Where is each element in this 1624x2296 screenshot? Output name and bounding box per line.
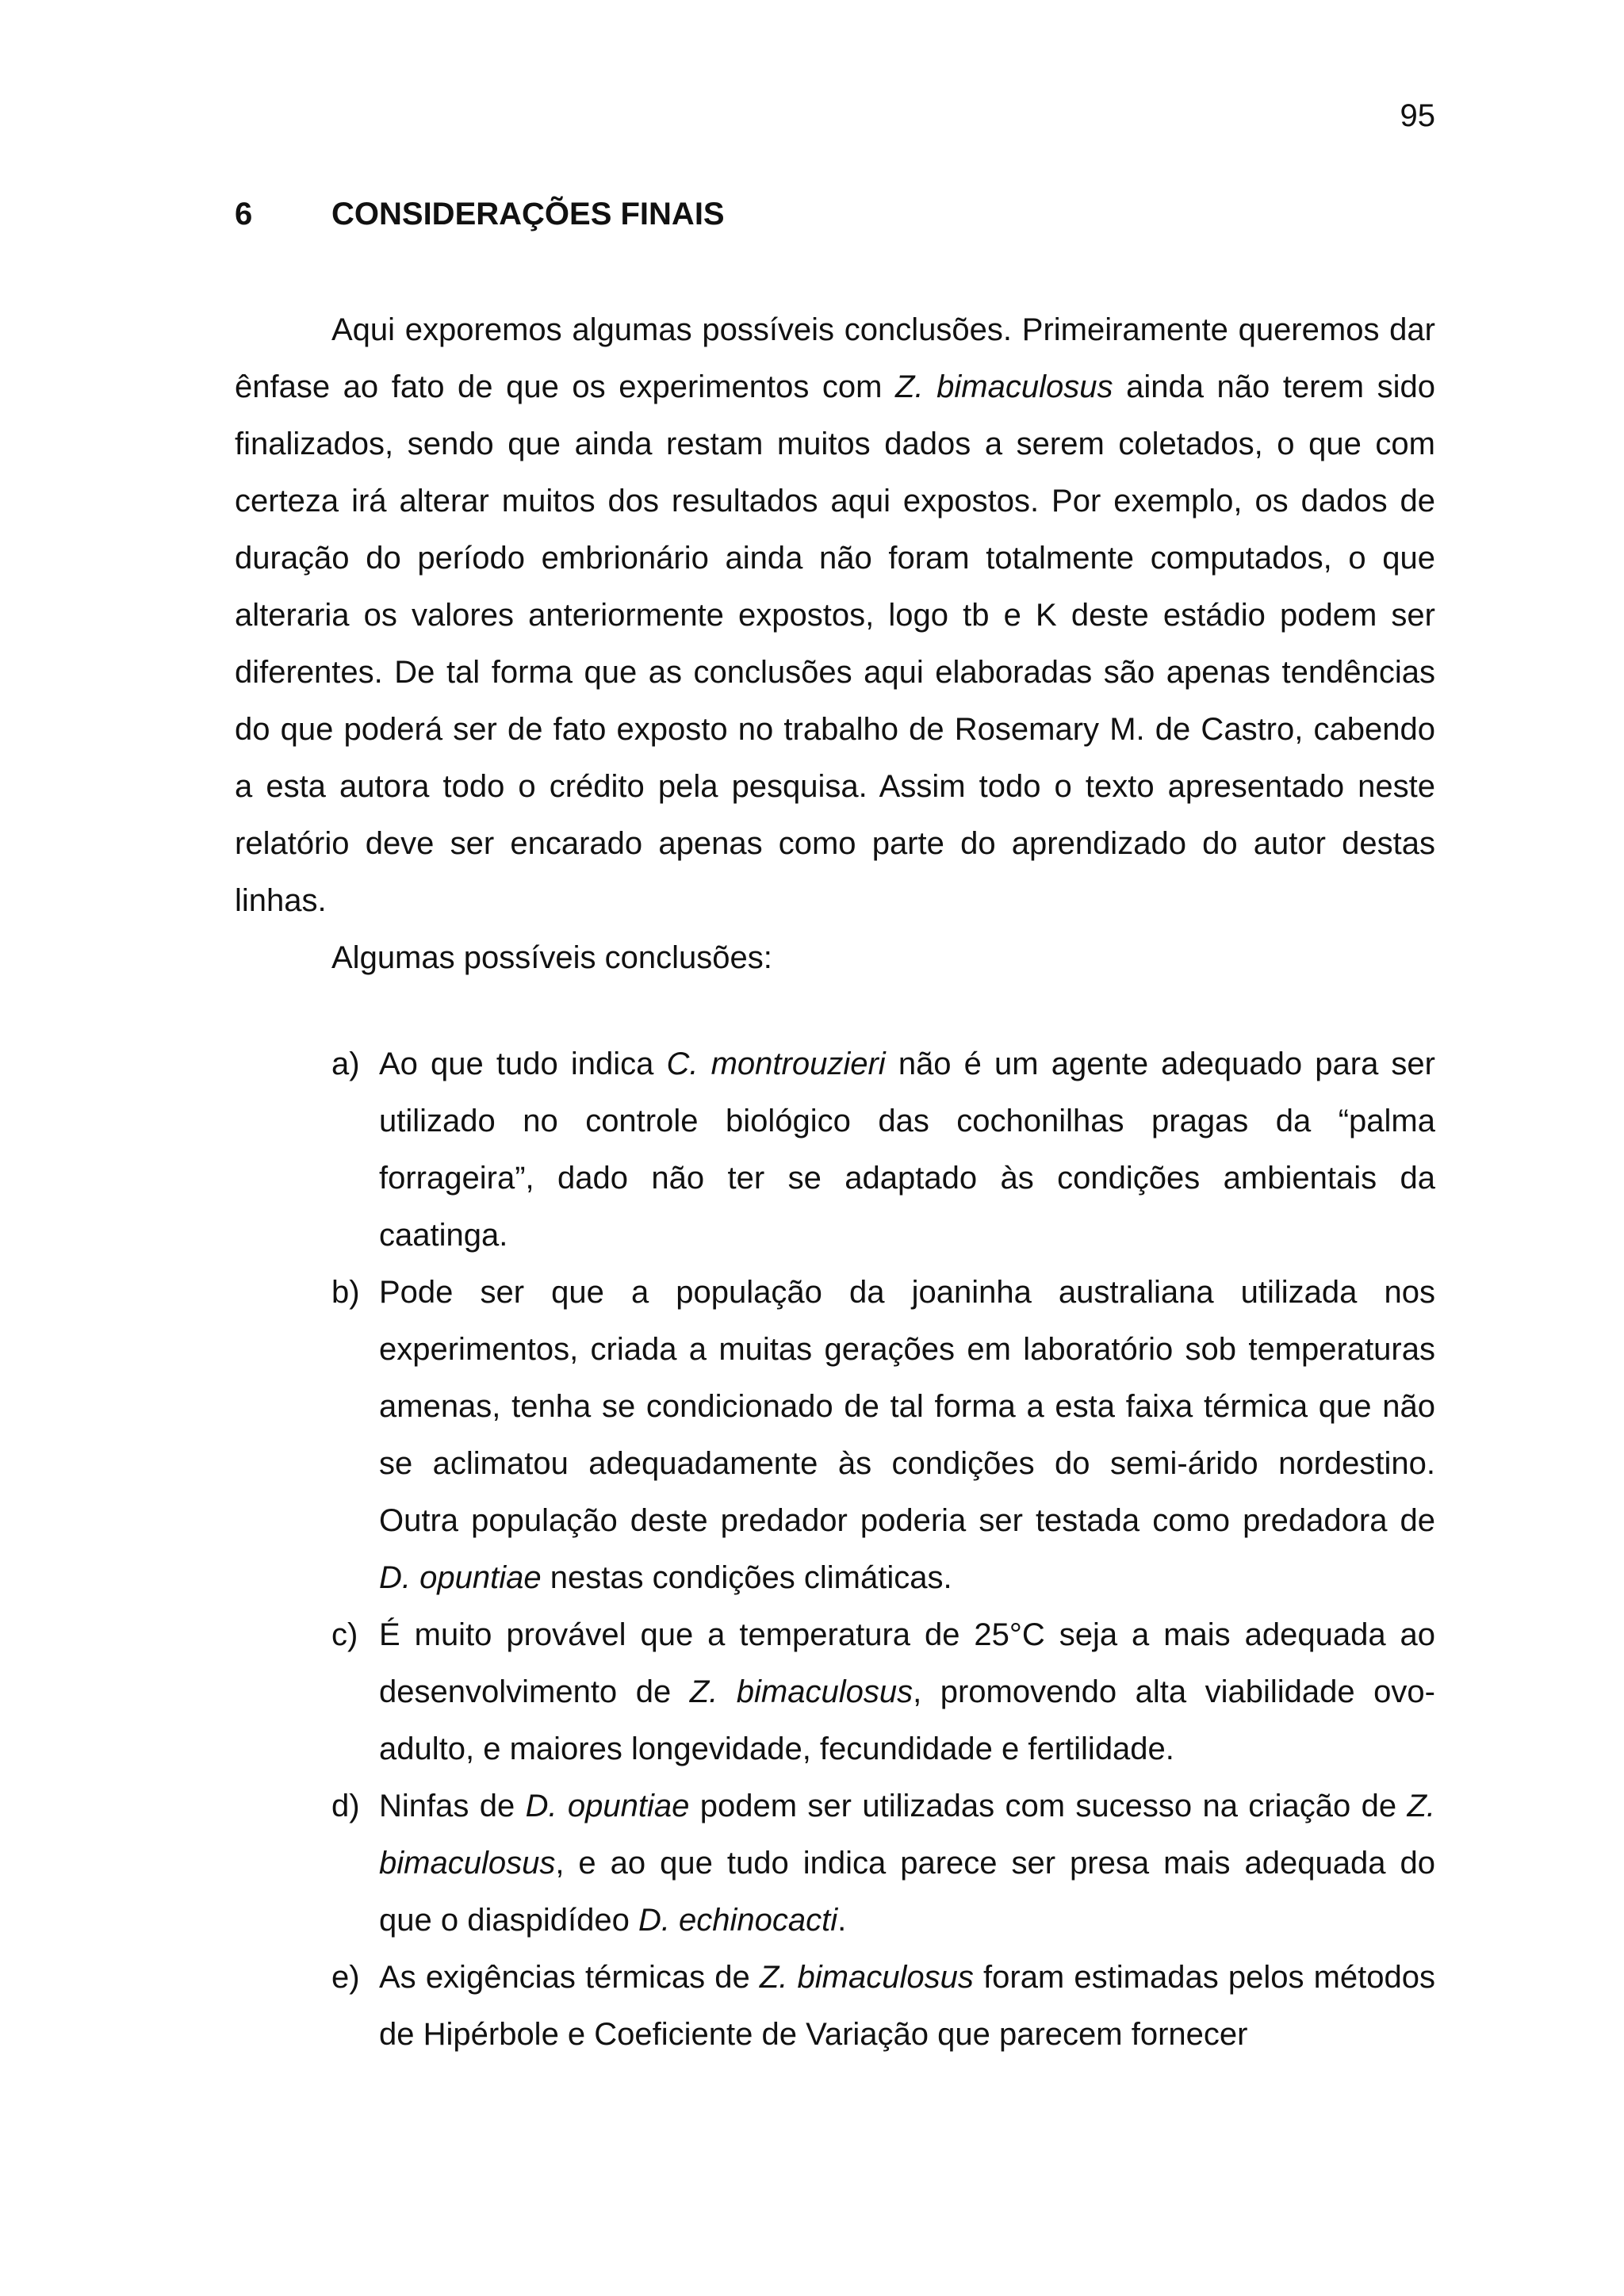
text-run: foram estimadas pelos métodos de Hipérbole e Coeficiente de Variação que parecem fornecer: [379, 1960, 1436, 2052]
species-name: C. montrouzieri: [666, 1047, 886, 1081]
species-name: Z. bimaculosus: [689, 1674, 914, 1709]
section-heading: [235, 193, 1435, 235]
list-item: [235, 1035, 1435, 1264]
paragraph: [235, 929, 1435, 986]
species-name: Z. bimaculosus: [759, 1960, 974, 1995]
text-run: As exigências térmicas de: [379, 1960, 760, 1995]
section-title: CONSIDERAÇÕES FINAIS: [331, 197, 725, 232]
list-item-text: [379, 1949, 1435, 2063]
list-marker: d): [331, 1789, 360, 1823]
text-run: Pode ser que a população da joaninha australiana utilizada nos experimentos, criada a muitas gerações em laboratório sob temperaturas amenas, tenha se condicionado de tal forma a esta faixa térmica que não se aclimatou adequadamente às condições do semi-árido nordestino. Outra população deste predador poderia ser testada como predadora de: [379, 1275, 1435, 1538]
species-name: Z. bimaculosus: [379, 1789, 1435, 1881]
text-run: Aqui exporemos algumas possíveis conclusões. Primeiramente queremos dar ênfase ao fato de que os experimentos com: [235, 312, 1435, 404]
text-run: É muito provável que a temperatura de 25°C seja a mais adequada ao desenvolvimento de: [379, 1617, 1435, 1709]
text-run: , e ao que tudo indica parece ser presa mais adequada do que o diaspidídeo: [379, 1846, 1435, 1938]
list-item-text: [379, 1264, 1435, 1606]
text-run: .: [837, 1903, 847, 1938]
list-item: [235, 1264, 1435, 1606]
list-marker: b): [331, 1275, 360, 1310]
species-name: Z. bimaculosus: [895, 369, 1113, 404]
text-run: Ninfas de: [379, 1789, 526, 1823]
list-item-text: [379, 1606, 1435, 1777]
text-run: ainda não terem sido finalizados, sendo que ainda restam muitos dados a serem coletados, o que com certeza irá alterar muitos dos resultados aqui expostos. Por exemplo, os dados de duração do período embrionário ainda não foram totalmente computados, o que alteraria os valores anteriormente expostos, logo tb e K deste estádio podem ser diferentes. De tal forma que as conclusões aqui elaboradas são apenas tendências do que poderá ser de fato exposto no trabalho de Rosemary M. de Castro, cabendo a esta autora todo o crédito pela pesquisa. Assim todo o texto apresentado neste relatório deve ser encarado apenas como parte do aprendizado do autor destas linhas.: [235, 369, 1436, 918]
list-marker: e): [331, 1960, 360, 1995]
species-name: D. opuntiae: [379, 1560, 542, 1595]
species-name: D. opuntiae: [525, 1789, 690, 1823]
text-run: podem ser utilizadas com sucesso na criação de: [689, 1789, 1408, 1823]
list-item-text: [379, 1035, 1435, 1264]
paragraph: [235, 301, 1435, 929]
section-number: 6: [235, 197, 253, 232]
text-run: não é um agente adequado para ser utilizado no controle biológico das cochonilhas pragas da “palma forrageira”, dado não ter se adaptado às condições ambientais da caatinga.: [379, 1047, 1436, 1253]
conclusions-list: [235, 1035, 1435, 2063]
page-number: 95: [1400, 98, 1435, 133]
text-run: Ao que tudo indica: [379, 1047, 667, 1081]
list-item: [235, 1949, 1435, 2063]
species-name: D. echinocacti: [638, 1903, 838, 1938]
list-item: [235, 1777, 1435, 1949]
list-marker: a): [331, 1047, 360, 1081]
list-marker: c): [331, 1617, 358, 1652]
text-run: , promovendo alta viabilidade ovo-adulto, e maiores longevidade, fecundidade e fertilidade.: [379, 1674, 1435, 1766]
body-text: [235, 301, 1435, 986]
list-item: [235, 1606, 1435, 1777]
text-run: nestas condições climáticas.: [541, 1560, 952, 1595]
list-item-text: [379, 1777, 1435, 1949]
text-run: Algumas possíveis conclusões:: [331, 940, 772, 975]
